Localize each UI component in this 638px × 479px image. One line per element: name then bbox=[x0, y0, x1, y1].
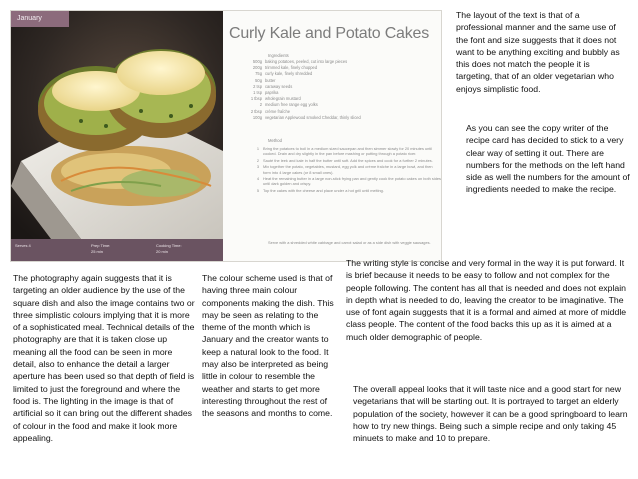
method-step bbox=[251, 146, 441, 157]
overall-appeal-annotation: The overall appeal looks that it will taste nice and a good start for new vegetarians that will be starting out. It is portrayed to target an elderly population of the society, however it can be a good springboard to learn how to try new things. Being such a simple recipe and only taking 45 minuets to make and 10 to prepare. bbox=[353, 384, 628, 444]
method-step-text: Bring the potatoes to boil in a medium sized saucepan and then simmer slowly for 20 minutes until cooked. Drain and dry slightly in the pan before mashing or putting through a potato ricer. bbox=[263, 146, 433, 157]
cook-time-cell bbox=[156, 243, 182, 255]
layout-annotation: The layout of the text is that of a professional manner and the same use of the font and size suggests that it does not want to be anything exciting and bubbly as this does not match the people it is targeting, that of an older vegetarian who enjoys simplistic food. bbox=[456, 10, 620, 94]
method-step-number: 3 bbox=[256, 164, 259, 170]
ingredient-qty: 1 tbsp bbox=[250, 96, 262, 102]
info-strip bbox=[11, 239, 223, 262]
ingredient-item: butter bbox=[265, 77, 276, 83]
ingredient-item: vegetarian Applewood smoked Cheddar, thinly sliced bbox=[265, 114, 361, 120]
ingredients-list bbox=[243, 59, 442, 121]
ingredient-qty: 1 tsp bbox=[253, 90, 262, 96]
recipe-title: Curly Kale and Potato Cakes bbox=[229, 25, 430, 42]
food-photo bbox=[11, 11, 223, 239]
method-step-number: 5 bbox=[256, 187, 259, 193]
recipe-card bbox=[10, 10, 442, 262]
method-step-text: Mix together the potato, vegetables, mustard, egg yolk and crème fraîche in a large bowl, and then form into 4 large cakes (or 8 small ones). bbox=[263, 164, 433, 175]
potato-cake-image bbox=[11, 11, 223, 239]
serves-cell bbox=[15, 243, 31, 249]
serving-suggestion: Serve with a shredded white cabbage and carrot salad or as a side dish with veggie sausages. bbox=[268, 240, 431, 245]
method-list bbox=[251, 146, 441, 194]
method-step bbox=[251, 176, 441, 187]
ingredient-item: baking potatoes, peeled, cut into large pieces bbox=[265, 59, 348, 64]
ingredient-item: crème fraîche bbox=[265, 108, 291, 114]
method-step-number: 4 bbox=[256, 176, 259, 182]
ingredient-item: trimmed kale, finely chopped bbox=[265, 65, 318, 71]
ingredient-qty: 75g bbox=[255, 71, 262, 77]
method-step-text: Top the cakes with the cheese and place under a hot grill until melting. bbox=[263, 187, 384, 193]
writing-style-annotation: The writing style is concise and very formal in the way it is put forward. It is brief because it needs to be easy to follow and not complex for the people following. The content has all that is needed and does not explain in depth what is needed to do, leaving the creator to be imaginative. The use of font again suggests that it is a formal and aimed at more of middle class people. The content of the food backs this up as it is aimed at a much older demographic of people. bbox=[346, 258, 627, 342]
ingredient-item: medium free range egg yolks bbox=[265, 102, 318, 108]
method-step-text: Heat the remaining butter in a large non-stick frying pan and gently cook the potato cakes on both sides until dark golden and crispy. bbox=[263, 176, 441, 187]
ingredients-heading: Ingredients bbox=[268, 53, 289, 58]
prep-time-value: 25 min bbox=[91, 249, 104, 254]
ingredient-qty: 500g bbox=[252, 59, 262, 64]
ingredient-qty: 2 tbsp bbox=[250, 108, 262, 114]
method-step bbox=[251, 158, 441, 163]
prep-time-label: Prep Time: bbox=[91, 243, 111, 248]
method-step-number: 1 bbox=[256, 146, 259, 151]
ingredient-qty: 2 bbox=[259, 102, 262, 108]
cook-time-value: 20 min bbox=[156, 249, 169, 254]
colour-scheme-annotation: The colour scheme used is that of having three main colour components making the dish. This may be seen as relating to the theme of the month which is January and the creator wants to keep a natural look to the food. It may also be interpreted as being little in colour to resemble the weather and starts to get more interesting throughout the rest of the seasons and months to come. bbox=[202, 273, 334, 419]
month-tab: January bbox=[11, 11, 69, 27]
method-step bbox=[251, 188, 441, 193]
ingredient-qty: 200g bbox=[252, 65, 262, 71]
ingredient-item: paprika bbox=[265, 90, 279, 96]
method-heading: Method bbox=[268, 138, 282, 143]
ingredient-qty: 50g bbox=[255, 77, 262, 83]
method-step-text: Sauté the leek and kale in half the butter until soft. Add the spices and cook for a further 2 minutes. bbox=[263, 157, 433, 163]
copywriter-annotation: As you can see the copy writer of the recipe card has decided to stick to a very clear way of setting it out. There are numbers for the methods on the left hand side as well the numbers for the amount of ingredients needed to make the recipe. bbox=[466, 123, 630, 195]
ingredient-qty: 2 tsp bbox=[253, 83, 262, 89]
ingredient-row bbox=[243, 115, 442, 121]
serves-label: Serves 4 bbox=[15, 243, 31, 248]
photography-annotation: The photography again suggests that it is targeting an older audience by the use of the square dish and also the image contains two or three simplistic colours implying that it is more of a sophisticated meal. Technical details of the photography are that it is taken close up meaning all the food can be seen in more detail, also to enhance the detail a larger aperture has been used so that depth of field is limited to just the foreground and where the food is. The lighting in the image is that of artificial so it can bring out the different shades of colour in the food and make it look more appealing. bbox=[13, 273, 195, 443]
ingredient-qty: 100g bbox=[252, 114, 262, 120]
ingredient-item: caraway seeds bbox=[265, 83, 293, 89]
ingredient-item: curly kale, finely shredded bbox=[265, 71, 313, 77]
method-step bbox=[251, 164, 441, 175]
ingredient-item: wholegrain mustard bbox=[265, 96, 301, 102]
cook-time-label: Cooking Time: bbox=[156, 243, 182, 248]
method-step-number: 2 bbox=[256, 157, 259, 163]
prep-time-cell bbox=[91, 243, 110, 255]
